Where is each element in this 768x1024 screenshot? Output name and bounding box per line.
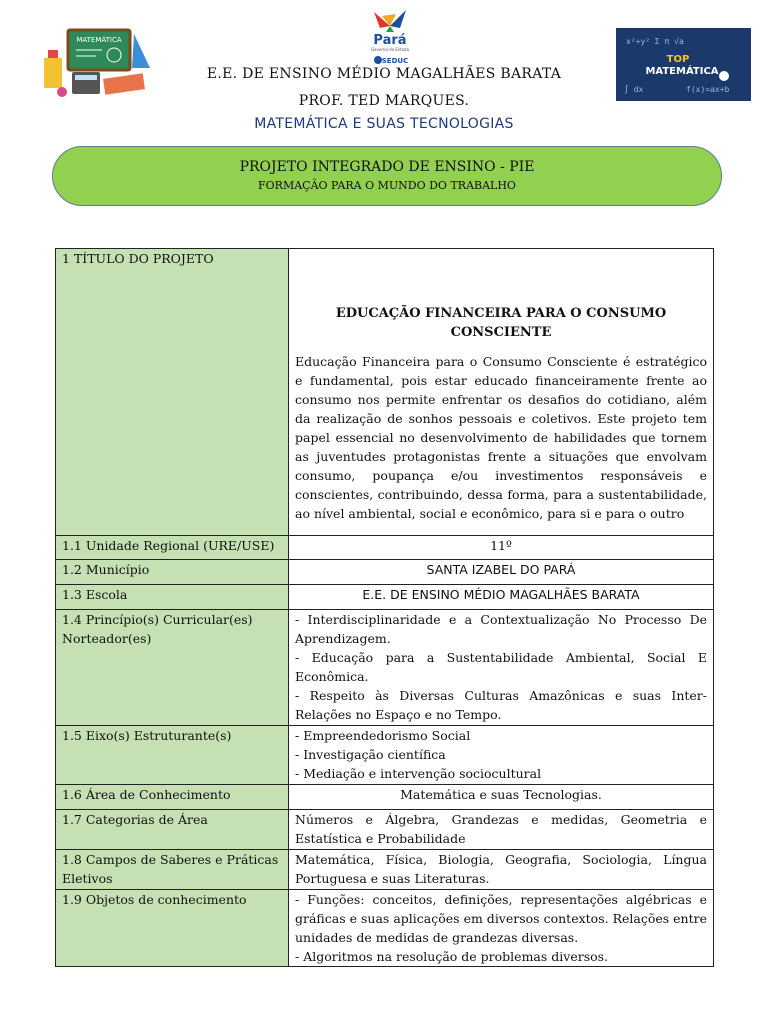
- table-row: [56, 890, 714, 967]
- project-title: EDUCAÇÃO FINANCEIRA PARA O CONSUMO CONSCIENTE: [335, 306, 667, 340]
- row-label: 1.6 Área de Conhecimento: [56, 785, 289, 810]
- para-seduc-logo: [366, 8, 414, 68]
- table-row: [56, 810, 714, 850]
- project-banner: [52, 146, 722, 206]
- list-item: - Investigação científica: [295, 747, 446, 762]
- svg-text:Governo do Estado: Governo do Estado: [370, 47, 410, 52]
- banner-title: PROJETO INTEGRADO DE ENSINO - PIE: [239, 159, 535, 175]
- row-label: 1.7 Categorias de Área: [56, 810, 289, 850]
- school-name: E.E. DE ENSINO MÉDIO MAGALHÃES BARATA: [206, 66, 562, 82]
- row-value: Matemática, Física, Biologia, Geografia, Sociologia, Língua Portuguesa e suas Literaturas.: [289, 850, 714, 890]
- principles-cell: [289, 610, 714, 726]
- table-row: [56, 249, 714, 536]
- svg-text:Pará: Pará: [373, 33, 407, 48]
- table-row: [56, 785, 714, 810]
- svg-text:f(x)=ax+b: f(x)=ax+b: [686, 85, 730, 94]
- list-item: - Educação para a Sustentabilidade Ambiental, Social E Econômica.: [295, 650, 707, 684]
- objects-cell: [289, 890, 714, 967]
- row-label: 1.9 Objetos de conhecimento: [56, 890, 289, 967]
- list-item: - Algoritmos na resolução de problemas diversos.: [295, 949, 609, 964]
- row-label: 1 TÍTULO DO PROJETO: [56, 249, 289, 536]
- table-row: [56, 560, 714, 585]
- axes-cell: [289, 726, 714, 785]
- svg-text:∫ dx: ∫ dx: [624, 85, 644, 94]
- row-label: 1.4 Princípio(s) Curricular(es) Norteador(es): [56, 610, 289, 726]
- table-row: [56, 850, 714, 890]
- top-matematica-logo: [616, 28, 751, 101]
- row-label: 1.1 Unidade Regional (URE/USE): [56, 536, 289, 560]
- row-value: Matemática e suas Tecnologias.: [289, 785, 714, 810]
- table-row: [56, 610, 714, 726]
- banner-subtitle: FORMAÇÃO PARA O MUNDO DO TRABALHO: [258, 179, 516, 192]
- list-item: - Mediação e intervenção sociocultural: [295, 766, 542, 781]
- svg-text:TOP: TOP: [666, 54, 690, 65]
- list-item: - Empreendedorismo Social: [295, 728, 471, 743]
- row-value: SANTA IZABEL DO PARÁ: [289, 560, 714, 585]
- table-row: [56, 726, 714, 785]
- svg-text:SEDUC: SEDUC: [381, 57, 409, 65]
- row-value: 11º: [289, 536, 714, 560]
- svg-text:x²+y² Σ π √a: x²+y² Σ π √a: [626, 37, 684, 46]
- list-item: - Interdisciplinaridade e a Contextualização No Processo De Aprendizagem.: [295, 612, 707, 646]
- table-row: [56, 585, 714, 610]
- row-label: 1.2 Município: [56, 560, 289, 585]
- row-value: E.E. DE ENSINO MÉDIO MAGALHÃES BARATA: [289, 585, 714, 610]
- list-item: - Funções: conceitos, definições, representações algébricas e gráficas e suas aplicações em diversos contextos. Relações entre unidades de medidas de grandezas diversas.: [295, 892, 707, 945]
- row-value: Números e Álgebra, Grandezas e medidas, Geometria e Estatística e Probabilidade: [289, 810, 714, 850]
- math-illustration-logo: [42, 28, 154, 100]
- row-label: 1.3 Escola: [56, 585, 289, 610]
- project-description: Educação Financeira para o Consumo Consciente é estratégico e fundamental, pois estar educado financeiramente frente ao consumo nos permite enfrentar os desafios do cotidiano, além da realização de sonhos pessoais e coletivos. Este projeto tem papel essencial no desenvolvimento de habilidades que tornem as juventudes protagonistas frente a situações que envolvam consumo, poupança e/ou investimentos responsáveis e conscientes, contribuindo, dessa forma, para a sustentabilidade, ao nível ambiental, social e econômico, para si e para o outro: [295, 354, 707, 521]
- subject-area: MATEMÁTICA E SUAS TECNOLOGIAS: [254, 116, 514, 132]
- svg-text:MATEMÁTICA: MATEMÁTICA: [645, 66, 719, 77]
- row-label: 1.8 Campos de Saberes e Práticas Eletivos: [56, 850, 289, 890]
- svg-text:MATEMÁTICA: MATEMÁTICA: [76, 36, 122, 44]
- table-row: [56, 536, 714, 560]
- project-table: [55, 248, 714, 967]
- list-item: - Respeito às Diversas Culturas Amazônicas e suas Inter-Relações no Espaço e no Tempo.: [295, 688, 707, 722]
- row-label: 1.5 Eixo(s) Estruturante(s): [56, 726, 289, 785]
- project-title-cell: [289, 249, 714, 536]
- teacher-name: PROF. TED MARQUES.: [298, 93, 470, 109]
